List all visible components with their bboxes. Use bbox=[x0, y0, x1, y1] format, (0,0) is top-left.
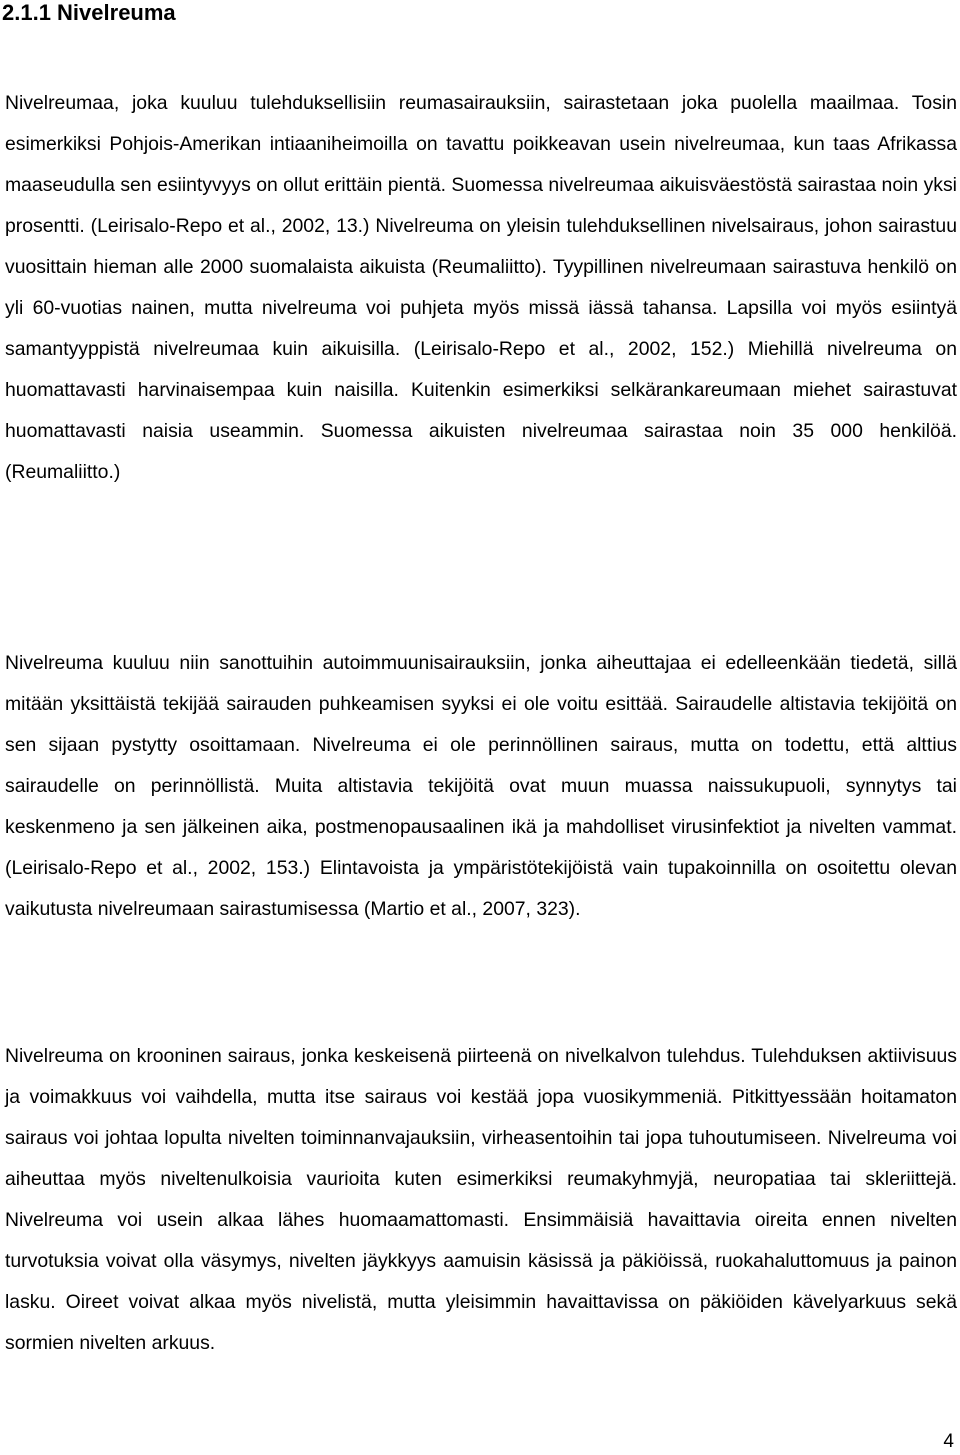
paragraph-causes: Nivelreuma kuuluu niin sanottuihin autoimmuunisairauksiin, jonka aiheuttajaa ei edelleenkään tiedetä, sillä mitään yksittäistä tekijää sairauden puhkeamisen syyksi ei ole voitu esittää. Sairaudelle altistavia tekijöitä on sen sijaan pystytty osoittamaan. Nivelreuma ei ole perinnöllinen sairaus, mutta on todettu, että alttius sairaudelle on perinnöllistä. Muita altistavia tekijöitä ovat muun muassa naissukupuoli, synnytys tai keskenmeno ja sen jälkeinen aika, postmenopausaalinen ikä ja mahdolliset virusinfektiot ja nivelten vammat. (Leirisalo-Repo et al., 2002, 153.) Elintavoista ja ympäristötekijöistä vain tupakoinnilla on osoitettu olevan vaikutusta nivelreumaan sairastumisessa (Martio et al., 2007, 323). bbox=[5, 652, 957, 920]
page-number: 4 bbox=[943, 1431, 954, 1452]
paragraph-prevalence: Nivelreumaa, joka kuuluu tulehduksellisiin reumasairauksiin, sairastetaan joka puolella maailmaa. Tosin esimerkiksi Pohjois-Amerikan intiaaniheimoilla on tavattu poikkeavan usein nivelreumaa, kun taas Afrikassa maaseudulla sen esiintyvyys on ollut erittäin pientä. Suomessa nivelreumaa aikuisväestöstä sairastaa noin yksi prosentti. (Leirisalo-Repo et al., 2002, 13.) Nivelreuma on yleisin tulehduksellinen nivelsairaus, johon sairastuu vuosittain hieman alle 2000 suomalaista aikuista (Reumaliitto). Tyypillinen nivelreumaan sairastuva henkilö on yli 60-vuotias nainen, mutta nivelreuma voi puhjeta myös missä iässä tahansa. Lapsilla voi myös esiintyä samantyyppistä nivelreumaa kuin aikuisilla. (Leirisalo-Repo et al., 2002, 152.) Miehillä nivelreuma on huomattavasti harvinaisempaa kuin naisilla. Kuitenkin esimerkiksi selkärankareumaan miehet sairastuvat huomattavasti naisia useammin. Suomessa aikuisten nivelreumaa sairastaa noin 35 000 henkilöä. (Reumaliitto.) bbox=[5, 92, 957, 483]
section-heading: 2.1.1 Nivelreuma bbox=[2, 0, 176, 25]
paragraph-symptoms: Nivelreuma on krooninen sairaus, jonka keskeisenä piirteenä on nivelkalvon tulehdus. Tulehduksen aktiivisuus ja voimakkuus voi vaihdella, mutta itse sairaus voi kestää jopa vuosikymmeniä. Pitkittyessään hoitamaton sairaus voi johtaa lopulta nivelten toiminnanvajauksiin, virheasentoihin tai jopa tuhoutumiseen. Nivelreuma voi aiheuttaa myös niveltenulkoisia vaurioita kuten esimerkiksi reumakyhmyjä, neuropatiaa tai skleriittejä. Nivelreuma voi usein alkaa lähes huomaamattomasti. Ensimmäisiä havaittavia oireita ennen nivelten turvotuksia voivat olla väsymys, nivelten jäykkyys aamuisin käsissä ja päkiöissä, ruokahaluttomuus ja painon lasku. Oireet voivat alkaa myös nivelistä, mutta yleisimmin havaittavissa on päkiöiden kävelyarkuus sekä sormien nivelten arkuus. bbox=[5, 1045, 957, 1354]
